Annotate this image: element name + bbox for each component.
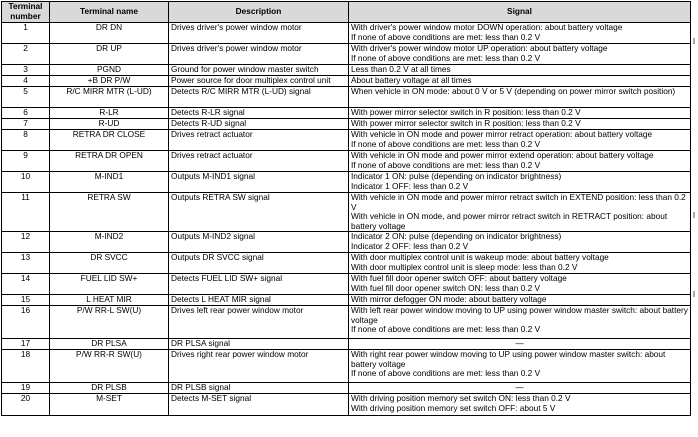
terminal-name-cell: P/W RR-L SW(U) xyxy=(50,306,169,339)
description-cell: DR PLSB signal xyxy=(169,383,349,394)
signal-cell xyxy=(349,383,691,394)
terminal-name-cell: DR DN xyxy=(50,23,169,44)
terminal-table xyxy=(1,1,691,416)
signal-line: If none of above conditions are met: less than 0.2 V xyxy=(351,138,541,149)
terminal-number-cell: 19 xyxy=(2,383,50,394)
signal-line: If none of above conditions are met: less than 0.2 V xyxy=(351,52,541,63)
terminal-number-cell: 11 xyxy=(2,193,50,232)
signal-line: With mirror defogger ON mode: about battery voltage xyxy=(351,294,547,305)
signal-cell xyxy=(349,130,691,151)
signal-line: When vehicle in ON mode: about 0 V or 5 V (depending on power mirror switch position) xyxy=(351,86,676,96)
table-header-row xyxy=(2,2,691,23)
description-cell: Drives driver's power window motor xyxy=(169,23,349,44)
terminal-number-cell: 15 xyxy=(2,295,50,306)
margin-mark xyxy=(693,291,695,297)
signal-cell xyxy=(349,274,691,295)
description-cell: Detects L HEAT MIR signal xyxy=(169,295,349,306)
signal-line: If none of above conditions are met: less than 0.2 V xyxy=(351,324,541,335)
description-cell: Power source for door multiplex control unit xyxy=(169,76,349,87)
table-row xyxy=(2,23,691,44)
terminal-name-cell: M-IND2 xyxy=(50,232,169,253)
terminal-name-cell: L HEAT MIR xyxy=(50,295,169,306)
signal-line: With door multiplex control unit is wakeup mode: about battery voltage xyxy=(351,252,609,263)
signal-line: With vehicle in ON mode and power mirror retract switch in EXTEND position: less than 0.2 V xyxy=(351,192,686,212)
description-cell: Outputs M-IND1 signal xyxy=(169,172,349,193)
table-row xyxy=(2,119,691,130)
margin-mark xyxy=(693,38,695,44)
description-cell: Drives right rear power window motor xyxy=(169,350,349,383)
signal-line: If none of above conditions are met: less than 0.2 V xyxy=(351,159,541,170)
signal-line: If none of above conditions are met: less than 0.2 V xyxy=(351,31,541,42)
signal-line: With vehicle in ON mode, and power mirror retract switch in RETRACT position: about battery voltage xyxy=(351,211,668,231)
terminal-name-cell: R-LR xyxy=(50,108,169,119)
terminal-name-cell: PGND xyxy=(50,65,169,76)
terminal-number-cell: 12 xyxy=(2,232,50,253)
table-row xyxy=(2,108,691,119)
signal-cell xyxy=(349,339,691,350)
signal-cell xyxy=(349,172,691,193)
signal-cell xyxy=(349,253,691,274)
terminal-number-cell: 7 xyxy=(2,119,50,130)
table-row xyxy=(2,76,691,87)
terminal-name-cell: DR UP xyxy=(50,44,169,65)
signal-line: With left rear power window moving to UP using power window master switch: about battery voltage xyxy=(351,305,688,325)
signal-line: Indicator 2 ON: pulse (depending on indicator brightness) xyxy=(351,231,562,242)
signal-cell xyxy=(349,119,691,130)
terminal-name-cell: DR SVCC xyxy=(50,253,169,274)
table-row xyxy=(2,87,691,108)
description-cell: Outputs RETRA SW signal xyxy=(169,193,349,232)
terminal-name-cell: DR PLSB xyxy=(50,383,169,394)
signal-line: With door multiplex control unit is sleep mode: less than 0.2 V xyxy=(351,261,578,272)
table-row xyxy=(2,339,691,350)
terminal-number-cell: 9 xyxy=(2,151,50,172)
description-cell: Drives retract actuator xyxy=(169,151,349,172)
terminal-name-cell: RETRA SW xyxy=(50,193,169,232)
terminal-number-cell: 6 xyxy=(2,108,50,119)
signal-line: Indicator 1 ON: pulse (depending on indicator brightness) xyxy=(351,171,562,181)
terminal-name-cell: RETRA DR CLOSE xyxy=(50,130,169,151)
signal-cell xyxy=(349,151,691,172)
description-cell: DR PLSA signal xyxy=(169,339,349,350)
signal-cell xyxy=(349,65,691,76)
terminal-name-cell: M-SET xyxy=(50,394,169,416)
header-signal: Signal xyxy=(349,2,691,23)
table-body xyxy=(2,23,691,416)
terminal-number-cell: 8 xyxy=(2,130,50,151)
table-row xyxy=(2,172,691,193)
terminal-number-cell: 14 xyxy=(2,274,50,295)
description-cell: Detects R/C MIRR MTR (L-UD) signal xyxy=(169,87,349,108)
description-cell: Drives left rear power window motor xyxy=(169,306,349,339)
header-terminal-name: Terminal name xyxy=(50,2,169,23)
description-cell: Ground for power window master switch xyxy=(169,65,349,76)
signal-cell xyxy=(349,44,691,65)
description-cell: Detects M-SET signal xyxy=(169,394,349,416)
signal-line: With vehicle in ON mode and power mirror retract operation: about battery voltage xyxy=(351,129,653,139)
signal-line: With fuel fill door opener switch ON: less than 0.2 V xyxy=(351,282,541,293)
signal-cell xyxy=(349,232,691,253)
signal-cell xyxy=(349,350,691,383)
terminal-number-cell: 2 xyxy=(2,44,50,65)
terminal-number-cell: 18 xyxy=(2,350,50,383)
signal-cell xyxy=(349,76,691,87)
signal-line: With driving position memory set switch ON: less than 0.2 V xyxy=(351,393,571,404)
signal-cell xyxy=(349,306,691,339)
signal-cell xyxy=(349,295,691,306)
table-row xyxy=(2,306,691,339)
margin-mark xyxy=(693,212,695,218)
terminal-name-cell: DR PLSA xyxy=(50,339,169,350)
table-row xyxy=(2,44,691,65)
description-cell: Detects FUEL LID SW+ signal xyxy=(169,274,349,295)
table-row xyxy=(2,350,691,383)
table-row xyxy=(2,394,691,416)
terminal-number-cell: 17 xyxy=(2,339,50,350)
terminal-table-container xyxy=(1,1,690,416)
terminal-number-cell: 10 xyxy=(2,172,50,193)
signal-line: With vehicle in ON mode and power mirror extend operation: about battery voltage xyxy=(351,150,654,160)
signal-cell xyxy=(349,87,691,108)
signal-line: With fuel fill door opener switch OFF: about battery voltage xyxy=(351,273,567,284)
signal-line: With right rear power window moving to UP using power window master switch: about battery voltage xyxy=(351,349,666,369)
terminal-name-cell: M-IND1 xyxy=(50,172,169,193)
description-cell: Drives retract actuator xyxy=(169,130,349,151)
terminal-name-cell: +B DR P/W xyxy=(50,76,169,87)
description-cell: Detects R-LR signal xyxy=(169,108,349,119)
table-row xyxy=(2,383,691,394)
terminal-name-cell: P/W RR-R SW(U) xyxy=(50,350,169,383)
signal-line: With driver's power window motor UP operation: about battery voltage xyxy=(351,43,608,53)
terminal-number-cell: 4 xyxy=(2,76,50,87)
terminal-number-cell: 20 xyxy=(2,394,50,416)
table-row xyxy=(2,193,691,232)
signal-line: — xyxy=(515,338,524,349)
table-row xyxy=(2,253,691,274)
signal-line: With power mirror selector switch in R position: less than 0.2 V xyxy=(351,118,581,128)
terminal-number-cell: 5 xyxy=(2,87,50,108)
signal-cell xyxy=(349,23,691,44)
table-row xyxy=(2,65,691,76)
signal-line: With power mirror selector switch in R position: less than 0.2 V xyxy=(351,107,581,117)
signal-line: About battery voltage at all times xyxy=(351,75,472,85)
terminal-name-cell: RETRA DR OPEN xyxy=(50,151,169,172)
description-cell: Outputs DR SVCC signal xyxy=(169,253,349,274)
terminal-number-cell: 1 xyxy=(2,23,50,44)
terminal-number-cell: 16 xyxy=(2,306,50,339)
signal-cell xyxy=(349,193,691,232)
table-row xyxy=(2,130,691,151)
description-cell: Drives driver's power window motor xyxy=(169,44,349,65)
table-row xyxy=(2,295,691,306)
signal-cell xyxy=(349,394,691,416)
table-row xyxy=(2,274,691,295)
signal-line: With driver's power window motor DOWN operation: about battery voltage xyxy=(351,22,623,32)
table-row xyxy=(2,232,691,253)
terminal-name-cell: R/C MIRR MTR (L-UD) xyxy=(50,87,169,108)
description-cell: Outputs M-IND2 signal xyxy=(169,232,349,253)
terminal-name-cell: R-UD xyxy=(50,119,169,130)
table-row xyxy=(2,151,691,172)
signal-line: With driving position memory set switch OFF: about 5 V xyxy=(351,402,556,413)
signal-line: Indicator 1 OFF: less than 0.2 V xyxy=(351,180,469,191)
terminal-number-cell: 13 xyxy=(2,253,50,274)
signal-line: Less than 0.2 V at all times xyxy=(351,64,451,74)
signal-line: If none of above conditions are met: less than 0.2 V xyxy=(351,368,541,379)
header-description: Description xyxy=(169,2,349,23)
signal-cell xyxy=(349,108,691,119)
signal-line: — xyxy=(515,382,524,393)
terminal-name-cell: FUEL LID SW+ xyxy=(50,274,169,295)
terminal-number-cell: 3 xyxy=(2,65,50,76)
signal-line: Indicator 2 OFF: less than 0.2 V xyxy=(351,240,469,251)
description-cell: Detects R-UD signal xyxy=(169,119,349,130)
header-terminal-number: Terminal number xyxy=(2,2,50,23)
